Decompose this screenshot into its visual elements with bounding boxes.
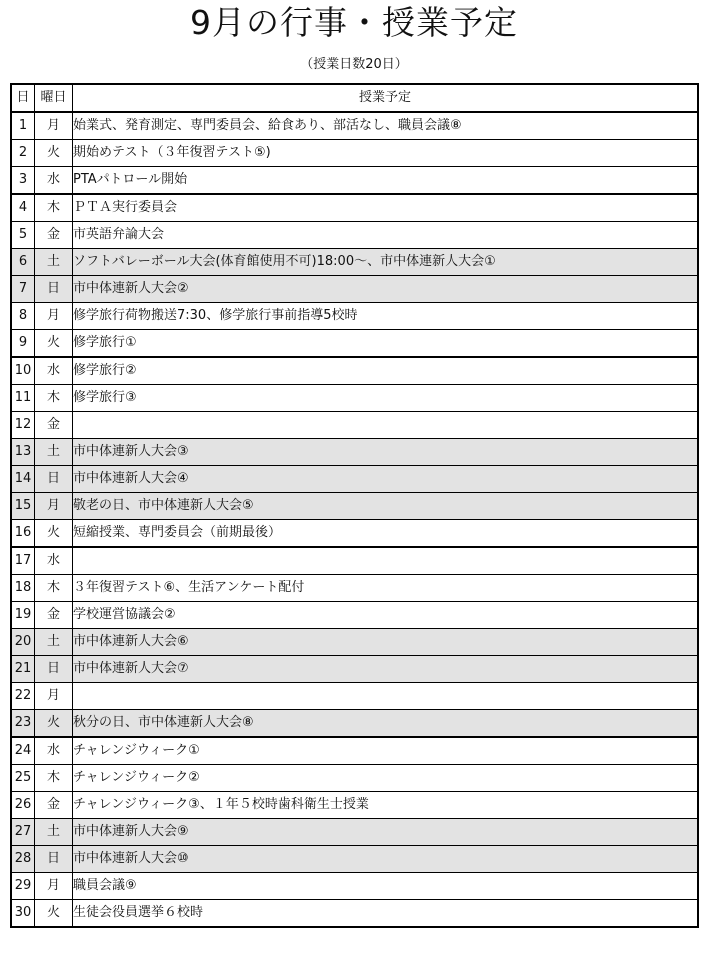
- weekday-cell: 水: [35, 737, 73, 765]
- day-cell: 9: [11, 330, 35, 358]
- schedule-body: [11, 112, 698, 927]
- table-row: [11, 602, 698, 629]
- events-cell: ３年復習テスト⑥、生活アンケート配付: [73, 575, 699, 602]
- day-cell: 21: [11, 656, 35, 683]
- events-cell: 期始めテスト（３年復習テスト⑤): [73, 140, 699, 167]
- weekday-cell: 木: [35, 575, 73, 602]
- schedule-table: [10, 83, 699, 928]
- table-row: [11, 303, 698, 330]
- table-row: [11, 412, 698, 439]
- day-cell: 5: [11, 222, 35, 249]
- events-cell: 市中体連新人大会②: [73, 276, 699, 303]
- table-row: [11, 819, 698, 846]
- day-cell: 8: [11, 303, 35, 330]
- weekday-cell: 水: [35, 357, 73, 385]
- weekday-cell: 月: [35, 112, 73, 140]
- events-cell: 修学旅行荷物搬送7:30、修学旅行事前指導5校時: [73, 303, 699, 330]
- day-cell: 27: [11, 819, 35, 846]
- events-cell: 市中体連新人大会⑨: [73, 819, 699, 846]
- table-row: [11, 683, 698, 710]
- table-row: [11, 167, 698, 195]
- table-row: [11, 222, 698, 249]
- table-row: [11, 520, 698, 548]
- day-cell: 22: [11, 683, 35, 710]
- events-cell: 市中体連新人大会③: [73, 439, 699, 466]
- weekday-cell: 水: [35, 167, 73, 195]
- day-cell: 29: [11, 873, 35, 900]
- day-cell: 2: [11, 140, 35, 167]
- day-cell: 7: [11, 276, 35, 303]
- table-row: [11, 547, 698, 575]
- events-cell: 短縮授業、専門委員会（前期最後）: [73, 520, 699, 548]
- header-day: 日: [11, 84, 35, 112]
- weekday-cell: 日: [35, 276, 73, 303]
- table-row: [11, 330, 698, 358]
- day-cell: 18: [11, 575, 35, 602]
- day-cell: 30: [11, 900, 35, 928]
- table-row: [11, 140, 698, 167]
- table-row: [11, 466, 698, 493]
- weekday-cell: 火: [35, 710, 73, 738]
- events-cell: 市中体連新人大会⑦: [73, 656, 699, 683]
- table-row: [11, 765, 698, 792]
- table-row: [11, 112, 698, 140]
- events-cell: チャレンジウィーク③、１年５校時歯科衛生士授業: [73, 792, 699, 819]
- day-cell: 12: [11, 412, 35, 439]
- day-cell: 26: [11, 792, 35, 819]
- table-row: [11, 900, 698, 928]
- weekday-cell: 金: [35, 792, 73, 819]
- day-cell: 24: [11, 737, 35, 765]
- table-row: [11, 194, 698, 222]
- weekday-cell: 金: [35, 222, 73, 249]
- table-row: [11, 493, 698, 520]
- table-header-row: [11, 84, 698, 112]
- events-cell: [73, 547, 699, 575]
- events-cell: [73, 412, 699, 439]
- weekday-cell: 木: [35, 765, 73, 792]
- table-row: [11, 656, 698, 683]
- weekday-cell: 土: [35, 629, 73, 656]
- day-cell: 1: [11, 112, 35, 140]
- day-cell: 11: [11, 385, 35, 412]
- header-events: 授業予定: [73, 84, 699, 112]
- table-row: [11, 873, 698, 900]
- weekday-cell: 日: [35, 466, 73, 493]
- weekday-cell: 土: [35, 439, 73, 466]
- header-weekday: 曜日: [35, 84, 73, 112]
- weekday-cell: 土: [35, 819, 73, 846]
- events-cell: ＰＴＡ実行委員会: [73, 194, 699, 222]
- weekday-cell: 日: [35, 656, 73, 683]
- day-cell: 13: [11, 439, 35, 466]
- events-cell: 市中体連新人大会⑥: [73, 629, 699, 656]
- weekday-cell: 月: [35, 873, 73, 900]
- weekday-cell: 月: [35, 303, 73, 330]
- events-cell: チャレンジウィーク②: [73, 765, 699, 792]
- weekday-cell: 水: [35, 547, 73, 575]
- events-cell: 市中体連新人大会⑩: [73, 846, 699, 873]
- table-row: [11, 276, 698, 303]
- events-cell: 市中体連新人大会④: [73, 466, 699, 493]
- page-title: 9月の行事・授業予定: [190, 3, 518, 42]
- weekday-cell: 火: [35, 520, 73, 548]
- table-row: [11, 737, 698, 765]
- table-row: [11, 575, 698, 602]
- table-row: [11, 629, 698, 656]
- table-row: [11, 439, 698, 466]
- events-cell: 始業式、発育測定、専門委員会、給食あり、部活なし、職員会議⑧: [73, 112, 699, 140]
- day-cell: 15: [11, 493, 35, 520]
- table-row: [11, 710, 698, 738]
- events-cell: 職員会議⑨: [73, 873, 699, 900]
- events-cell: 学校運営協議会②: [73, 602, 699, 629]
- events-cell: 敬老の日、市中体連新人大会⑤: [73, 493, 699, 520]
- table-row: [11, 357, 698, 385]
- events-cell: 秋分の日、市中体連新人大会⑧: [73, 710, 699, 738]
- day-cell: 20: [11, 629, 35, 656]
- weekday-cell: 金: [35, 412, 73, 439]
- day-cell: 23: [11, 710, 35, 738]
- day-cell: 25: [11, 765, 35, 792]
- day-cell: 3: [11, 167, 35, 195]
- weekday-cell: 月: [35, 683, 73, 710]
- day-cell: 6: [11, 249, 35, 276]
- day-cell: 28: [11, 846, 35, 873]
- weekday-cell: 火: [35, 900, 73, 928]
- weekday-cell: 月: [35, 493, 73, 520]
- table-row: [11, 846, 698, 873]
- weekday-cell: 木: [35, 385, 73, 412]
- weekday-cell: 日: [35, 846, 73, 873]
- weekday-cell: 火: [35, 140, 73, 167]
- weekday-cell: 木: [35, 194, 73, 222]
- weekday-cell: 土: [35, 249, 73, 276]
- day-cell: 4: [11, 194, 35, 222]
- events-cell: 修学旅行①: [73, 330, 699, 358]
- weekday-cell: 金: [35, 602, 73, 629]
- events-cell: 修学旅行③: [73, 385, 699, 412]
- events-cell: 市英語弁論大会: [73, 222, 699, 249]
- weekday-cell: 火: [35, 330, 73, 358]
- events-cell: ソフトバレーボール大会(体育館使用不可)18:00～、市中体連新人大会①: [73, 249, 699, 276]
- events-cell: 修学旅行②: [73, 357, 699, 385]
- events-cell: [73, 683, 699, 710]
- day-cell: 16: [11, 520, 35, 548]
- day-cell: 14: [11, 466, 35, 493]
- day-cell: 17: [11, 547, 35, 575]
- table-row: [11, 385, 698, 412]
- table-row: [11, 792, 698, 819]
- events-cell: チャレンジウィーク①: [73, 737, 699, 765]
- events-cell: 生徒会役員選挙６校時: [73, 900, 699, 928]
- class-days-subtitle: （授業日数20日）: [300, 57, 408, 72]
- table-row: [11, 249, 698, 276]
- day-cell: 10: [11, 357, 35, 385]
- day-cell: 19: [11, 602, 35, 629]
- events-cell: PTAパトロール開始: [73, 167, 699, 195]
